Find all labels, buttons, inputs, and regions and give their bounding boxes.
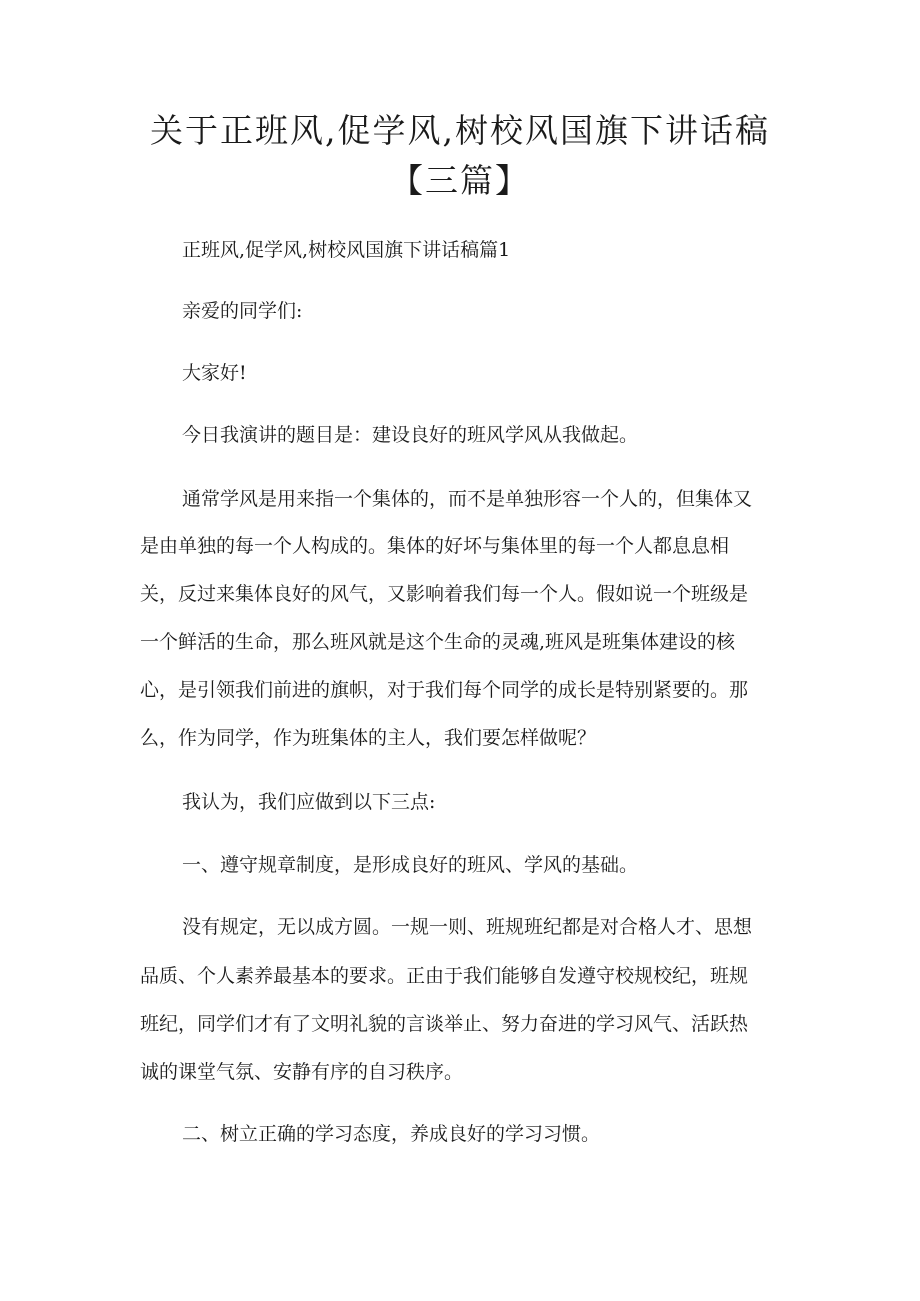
point-heading-2: 二、树立正确的学习态度，养成良好的学习习惯。 [182,1123,601,1145]
point-heading-1: 一、遵守规章制度，是形成良好的班风、学风的基础。 [182,854,639,876]
paragraph-line: 一个鲜活的生命，那么班风就是这个生命的灵魂,班风是班集体建设的核 [140,631,736,653]
list-intro: 我认为，我们应做到以下三点: [182,791,436,813]
salutation: 亲爱的同学们: [182,300,303,322]
paragraph-line: 心，是引领我们前进的旗帜，对于我们每个同学的成长是特别紧要的。那 [140,679,749,701]
paragraph-line: 班纪，同学们才有了文明礼貌的言谈举止、努力奋进的学习风气、活跃热 [140,1013,749,1035]
section-heading: 正班风,促学风,树校风国旗下讲话稿篇1 [182,239,511,261]
paragraph-line: 品质、个人素养最基本的要求。正由于我们能够自发遵守校规校纪，班规 [140,965,749,987]
paragraph-line: 关，反过来集体良好的风气，又影响着我们每一个人。假如说一个班级是 [140,583,749,605]
speech-topic: 今日我演讲的题目是：建设良好的班风学风从我做起。 [182,424,639,446]
paragraph-line: 么，作为同学，作为班集体的主人，我们要怎样做呢？ [140,727,597,749]
document-title: 关于正班风,促学风,树校风国旗下讲话稿 [150,111,770,150]
paragraph-line: 没有规定，无以成方圆。一规一则、班规班纪都是对合格人才、思想 [182,916,753,938]
document-title-suffix: 【三篇】 [390,161,530,200]
paragraph-line: 诚的课堂气氛、安静有序的自习秩序。 [140,1061,464,1083]
greeting: 大家好! [182,362,247,384]
paragraph-line: 通常学风是用来指一个集体的，而不是单独形容一个人的，但集体又 [182,488,753,510]
paragraph-line: 是由单独的每一个人构成的。集体的好坏与集体里的每一个人都息息相 [140,535,730,557]
